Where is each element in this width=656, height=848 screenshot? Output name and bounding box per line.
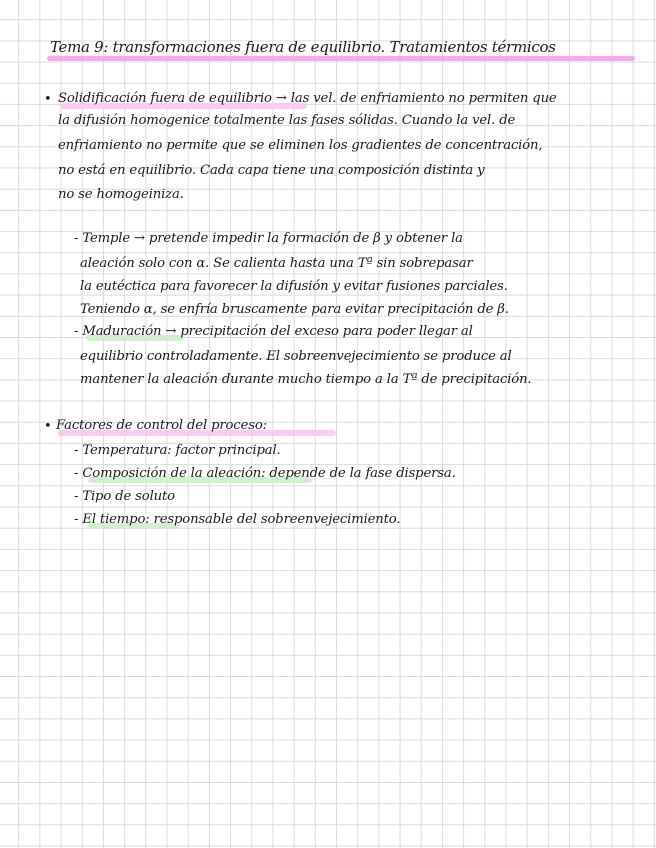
paragraph-line: no está en equilibrio. Cada capa tiene una composición distinta y — [58, 163, 485, 178]
paragraph-line: Solidificación fuera de equilibrio → las vel. de enfriamiento no permiten que — [58, 91, 557, 106]
temple-line: la eutéctica para favorecer la difusión y evitar fusiones parciales. — [80, 279, 508, 294]
bullet-point: • — [44, 92, 52, 107]
temple-line: - Temple → pretende impedir la formación de β y obtener la — [74, 231, 463, 246]
paragraph-line: no se homogeiniza. — [58, 187, 184, 202]
bullet-point: • — [44, 419, 52, 434]
title-underline — [47, 56, 635, 61]
section-heading: Factores de control del proceso: — [56, 418, 267, 433]
factor-item: - Temperatura: factor principal. — [74, 443, 281, 458]
paragraph-line: la difusión homogenice totalmente las fases sólidas. Cuando la vel. de — [58, 113, 516, 128]
factor-item: - El tiempo: responsable del sobreenvejecimiento. — [74, 512, 401, 527]
temple-line: aleación solo con α. Se calienta hasta una Tª sin sobrepasar — [80, 256, 473, 271]
maduracion-line: - Maduración → precipitación del exceso para poder llegar al — [74, 324, 473, 339]
maduracion-line: mantener la aleación durante mucho tiempo a la Tª de precipitación. — [80, 372, 532, 387]
maduracion-line: equilibrio controladamente. El sobreenvejecimiento se produce al — [80, 349, 512, 364]
factor-item: - Composición de la aleación: depende de la fase dispersa. — [74, 466, 456, 481]
paragraph-line: enfriamiento no permite que se eliminen los gradientes de concentración, — [58, 138, 543, 153]
page-title: Tema 9: transformaciones fuera de equilibrio. Tratamientos térmicos — [50, 38, 556, 56]
factor-item: - Tipo de soluto — [74, 489, 175, 504]
temple-line: Teniendo α, se enfría bruscamente para evitar precipitación de β. — [80, 302, 509, 317]
